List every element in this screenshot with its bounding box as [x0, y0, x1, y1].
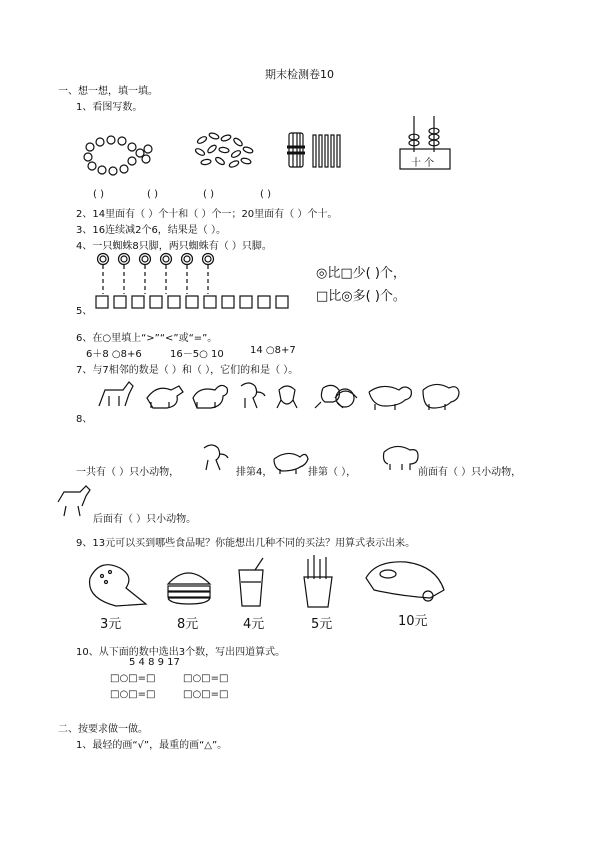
question-7: 7、与7相邻的数是（ ）和（ ），它们的和是（ ）。 [76, 365, 299, 376]
price-hamburger: 8元 [177, 617, 199, 632]
q1-blank-3[interactable]: ( ) [203, 189, 214, 200]
sheep-icon [270, 447, 310, 475]
horse-icon [56, 486, 92, 520]
toy-car-icon [362, 556, 448, 608]
animal-row-image [95, 376, 465, 416]
question-4: 4、一只蜘蛛8只脚，两只蜘蛛有（ ）只脚。 [76, 241, 272, 252]
q1-blank-2[interactable]: ( ) [147, 189, 158, 200]
bead-ring-image [82, 135, 157, 175]
q6-item-2: 16－5○ 10 [170, 349, 224, 360]
q5-compare-line-2: □比◎多( )个。 [316, 289, 406, 304]
q8-text-before: 前面有（ ）只小动物， [418, 467, 522, 478]
q5-compare-line-1: ◎比□少( )个， [316, 266, 406, 281]
q10-formula-1: □○□=□ [110, 673, 156, 684]
q8-text-rank-4: 排第4， [236, 467, 273, 478]
q1-blank-1[interactable]: ( ) [93, 189, 104, 200]
drink-cup-icon [235, 558, 271, 610]
question-9: 9、13元可以买到哪些食品呢？你能想出几种不同的买法？用算式表示出来。 [76, 538, 416, 549]
ice-cream-icon [84, 560, 150, 610]
question-6: 6、在○里填上“>”“<”或“=”。 [76, 333, 218, 344]
candy-pile-image [192, 130, 254, 170]
q6-item-1: 6＋8 ○8+6 [86, 349, 142, 360]
stick-bundle-image [287, 133, 343, 169]
question-8: 8、 [76, 414, 93, 425]
price-toy-car: 10元 [398, 614, 428, 629]
question-3: 3、16连续减2个6，结果是（ ）。 [76, 225, 226, 236]
q10-formula-2: □○□=□ [183, 673, 229, 684]
circles-and-squares-image [93, 252, 293, 312]
hamburger-icon [164, 566, 214, 606]
q8-text-total: 一共有（ ）只小动物， [76, 467, 180, 478]
elephant-icon [380, 442, 420, 472]
q8-text-after: 后面有（ ）只小动物。 [93, 514, 197, 525]
q10-formula-3: □○□=□ [110, 689, 156, 700]
price-fries: 5元 [311, 617, 333, 632]
dog-icon [200, 442, 234, 472]
fries-icon [300, 553, 336, 609]
q10-formula-4: □○□=□ [183, 689, 229, 700]
question-10: 10、从下面的数中选出3个数，写出四道算式。 [76, 647, 286, 658]
q8-text-rank-blank: 排第（ ）， [308, 467, 357, 478]
question-1: 1、看图写数。 [76, 102, 143, 113]
price-drink: 4元 [243, 617, 265, 632]
q1-blank-4[interactable]: ( ) [260, 189, 271, 200]
page-title: 期末检测卷10 [265, 68, 334, 81]
question-2: 2、14里面有（ ）个十和（ ）个一；20里面有（ ）个十。 [76, 209, 338, 220]
q6-item-3: 14 ○8+7 [250, 345, 296, 356]
section-2-question-1: 1、最轻的画“√”，最重的画“△”。 [76, 740, 228, 751]
section-2-heading: 二、按要求做一做。 [58, 724, 148, 735]
question-5: 5、 [76, 306, 93, 317]
section-1-heading: 一、想一想，填一填。 [58, 86, 158, 97]
q10-numbers: 5 4 8 9 17 [129, 657, 180, 668]
price-ice-cream: 3元 [100, 617, 122, 632]
abacus-label: 十 个 [411, 158, 435, 169]
